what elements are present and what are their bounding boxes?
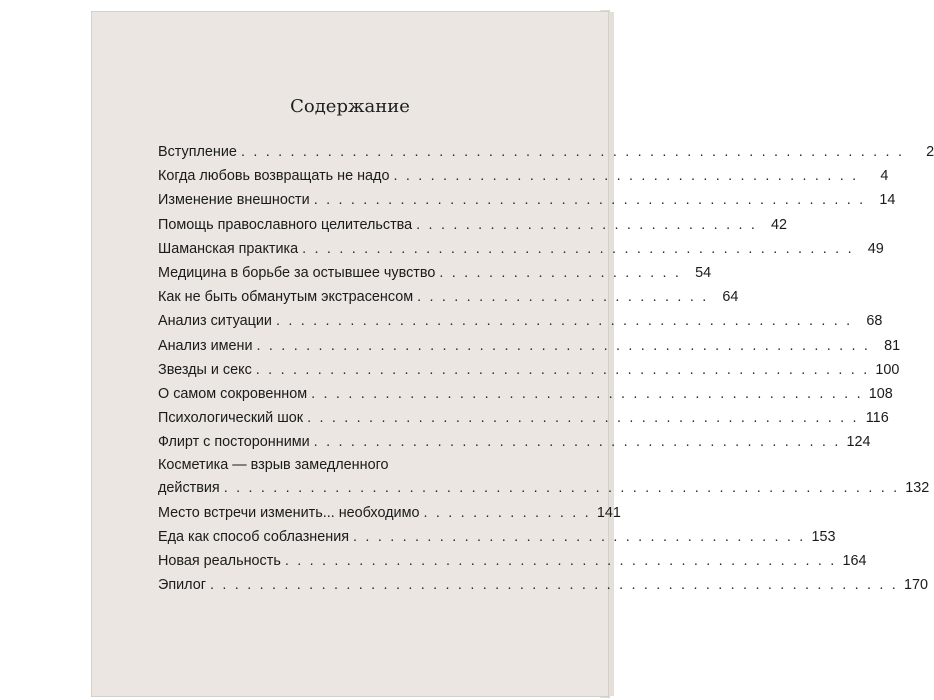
toc-entry xyxy=(158,573,928,597)
table-of-contents xyxy=(158,140,934,597)
toc-entry-title: Шаманская практика xyxy=(158,240,299,257)
toc-entry-page: 164 xyxy=(842,553,867,569)
dot-leader: . . . . . . . . . . . . . . . . . . . . . . . . . . . . . . . . . . . . . . . . . . . . . . . . . . xyxy=(255,361,870,378)
toc-entry-page: 132 xyxy=(905,480,930,497)
dot-leader: . . . . . . . . . . . . . . . . . . . . . . . . . . . . . . . . . . . . . . . . . . . xyxy=(313,434,841,451)
toc-entry-page: 100 xyxy=(875,361,900,378)
toc-entry-title: Изменение внешности xyxy=(158,192,310,209)
toc-entry-title: Флирт с посторонними xyxy=(158,434,310,451)
toc-entry-title-continued: действия xyxy=(158,480,220,497)
dot-leader: . . . . . . . . . . . . . . . . . . . . . . . . xyxy=(417,289,709,306)
toc-entry-title: Новая реальность xyxy=(158,553,281,569)
toc-entry-page: 116 xyxy=(865,410,889,427)
toc-entry xyxy=(158,164,889,188)
toc-entry-page: 81 xyxy=(884,337,901,354)
toc-entry-page: 64 xyxy=(722,289,739,306)
toc-entry xyxy=(158,285,739,309)
book-page xyxy=(92,12,934,696)
toc-entry-page: 2 xyxy=(926,144,934,160)
dot-leader: . . . . . . . . . . . . . . . . . . . . . . . . . . . . . . . . . . . . . . . . . . . . . xyxy=(284,553,837,569)
toc-entry xyxy=(158,525,836,549)
dot-leader: . . . . . . . . . . . . . . . . . . . . . . . . . . . . . . . . . . . . . . . . . . . . . . . . . . . . . . . xyxy=(223,480,900,497)
toc-entry xyxy=(158,382,893,406)
toc-entry-page: 170 xyxy=(903,577,928,594)
dot-leader: . . . . . . . . . . . . . . . . . . . . . . . . . . . . . . . . . . . . . . . . . . . . . . . . . . xyxy=(256,337,871,354)
toc-entry xyxy=(158,237,884,261)
toc-entry-page: 4 xyxy=(880,168,889,185)
toc-entry xyxy=(158,188,896,212)
toc-entry-title: Анализ имени xyxy=(158,337,253,354)
dot-leader: . . . . . . . . . . . . . . . . . . . . . . . . . . . . . . . . . . . . . . . . . . . . . xyxy=(307,410,859,427)
toc-entry-page: 68 xyxy=(866,313,883,330)
toc-entry xyxy=(158,213,788,237)
dot-leader: . . . . . . . . . . . . . . . . . . . . . . . . . . . . xyxy=(416,216,758,233)
toc-entry xyxy=(158,334,901,358)
toc-entry xyxy=(158,476,930,500)
toc-entry xyxy=(158,140,934,164)
toc-entry xyxy=(158,406,889,430)
toc-entry-title: Помощь православного целительства xyxy=(158,216,413,233)
toc-entry-title: Медицина в борьбе за остывшее чувство xyxy=(158,264,436,281)
toc-entry xyxy=(158,549,867,573)
toc-entry-title: Психологический шок xyxy=(158,410,304,427)
toc-entry-page: 54 xyxy=(695,264,712,281)
dot-leader: . . . . . . . . . . . . . . . . . . . . . . . . . . . . . . . . . . . . . . . . . . . . . xyxy=(311,385,863,402)
toc-entry-title: Когда любовь возвращать не надо xyxy=(158,168,390,185)
toc-entry-title: Вступление xyxy=(158,144,237,160)
dot-leader: . . . . . . . . . . . . . . . . . . . . . . . . . . . . . . . . . . . . . . . . . . . . . xyxy=(313,192,866,209)
toc-entry-line xyxy=(158,454,568,476)
page-title: Содержание xyxy=(290,96,410,117)
toc-entry-title: О самом сокровенном xyxy=(158,385,308,402)
toc-entry-title: Как не быть обманутым экстрасенсом xyxy=(158,289,414,306)
toc-entry-title: Эпилог xyxy=(158,577,206,594)
dot-leader: . . . . . . . . . . . . . . xyxy=(423,504,591,521)
toc-entry-page: 108 xyxy=(868,385,893,402)
toc-entry-page: 153 xyxy=(811,528,836,545)
toc-entry-title: Место встречи изменить... необходимо xyxy=(158,504,420,521)
toc-entry-page: 14 xyxy=(879,192,896,209)
toc-entry-title: Анализ ситуации xyxy=(158,313,272,330)
toc-entry-page: 42 xyxy=(771,216,788,233)
dot-leader: . . . . . . . . . . . . . . . . . . . . . . . . . . . . . . . . . . . . . . . . . . . . . xyxy=(302,240,854,257)
dot-leader: . . . . . . . . . . . . . . . . . . . . . . . . . . . . . . . . . . . . . xyxy=(353,528,806,545)
toc-entry xyxy=(158,309,883,333)
dot-leader: . . . . . . . . . . . . . . . . . . . . . . . . . . . . . . . . . . . . . . . . . . . . . . . xyxy=(275,313,853,330)
toc-entry xyxy=(158,430,871,454)
toc-entry-page: 49 xyxy=(867,240,884,257)
toc-entry-title: Еда как способ соблазнения xyxy=(158,528,350,545)
toc-entry-page: 141 xyxy=(596,504,621,521)
toc-entry xyxy=(158,261,712,285)
dot-leader: . . . . . . . . . . . . . . . . . . . . xyxy=(439,264,682,281)
toc-entry xyxy=(158,501,621,525)
toc-entry-title: Звезды и секс xyxy=(158,361,252,378)
toc-entry xyxy=(158,358,900,382)
toc-entry-page: 124 xyxy=(846,434,871,451)
dot-leader: . . . . . . . . . . . . . . . . . . . . . . . . . . . . . . . . . . . . . . . . . . . . . . . . . . . . . . xyxy=(240,144,905,160)
toc-entry-title: Косметика — взрыв замедленного xyxy=(158,457,389,474)
dot-leader: . . . . . . . . . . . . . . . . . . . . . . . . . . . . . . . . . . . . . . xyxy=(393,168,859,185)
dot-leader: . . . . . . . . . . . . . . . . . . . . . . . . . . . . . . . . . . . . . . . . . . . . . . . . . . . . . . . . xyxy=(210,577,898,594)
